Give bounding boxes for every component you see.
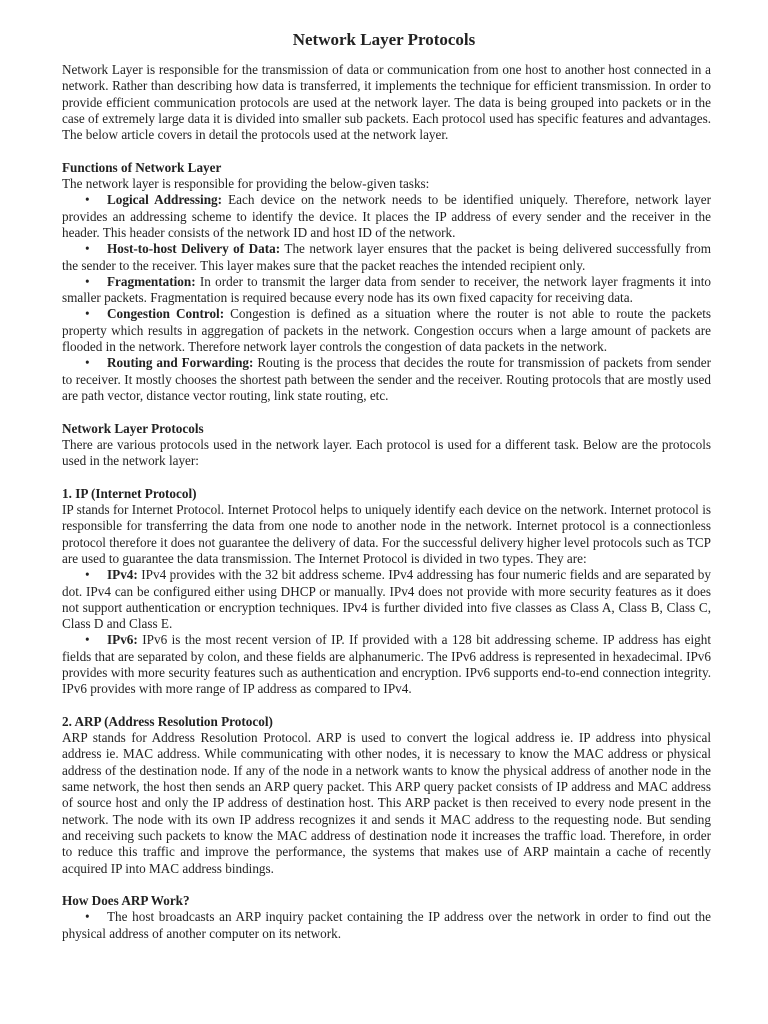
- arp-paragraph: ARP stands for Address Resolution Protocol. ARP is used to convert the logical address ie. IP address into physical address ie. MAC address. While communicating with other nodes, it is necessary to know the MAC address or physical address of the destination node. If any of the node in a network wants to know the physical address of another node in the same network, the host then sends an ARP query packet. This ARP query packet consists of IP address and MAC address of source host and only the IP address of destination host. This ARP packet is then received to every node present in the network. The node with its own IP address recognizes it and sends it MAC address to the requesting node. But sending and receiving such packets to know the MAC address of destination node it increases the traffic load. Therefore, in order to reduce this traffic and improve the performance, the systems that makes use of ARP maintain a cache of recently acquired IP into MAC address bindings.: [62, 730, 711, 876]
- list-item: • IPv4: IPv4 provides with the 32 bit address scheme. IPv4 addressing has four numeric fields and are separated by dot. IPv4 can be configured either using DHCP or manually. IPv4 does not provide with more security features as it does not support authentication or encryption techniques. IPv4 is further divided into five classes as Class A, Class B, Class C, Class D and Class E.: [62, 567, 711, 632]
- bullet-icon: •: [85, 273, 90, 289]
- functions-list: [62, 192, 711, 404]
- ip-types-list: [62, 567, 711, 697]
- document-body: [62, 62, 711, 942]
- list-item: • IPv6: IPv6 is the most recent version of IP. If provided with a 128 bit addressing scheme. IP address has eight fields that are separated by colon, and these fields are alphanumeric. The IPv6 address is represented in hexadecimal. IPv6 provides with more security features such as authentication and encryption. IPv6 supports end-to-end connection integrity. IPv6 provides with more range of IP address as compared to IPv4.: [62, 632, 711, 697]
- list-item: • Fragmentation: In order to transmit the larger data from sender to receiver, the network layer fragments it into smaller packets. Fragmentation is required because every node has its own fixed capacity for receiving data.: [62, 273, 711, 306]
- how-arp-list: [62, 909, 711, 942]
- bullet-icon: •: [85, 355, 90, 371]
- arp-heading: 2. ARP (Address Resolution Protocol): [62, 713, 273, 729]
- bullet-icon: •: [85, 306, 90, 322]
- list-item: • Congestion Control: Congestion is defined as a situation where the router is not able to route the packets property which results in aggregation of packets in the network. Congestion occurs when a large amount of packets are flooded in the network. Therefore network layer controls the congestion of data packets in the network.: [62, 306, 711, 355]
- functions-heading: Functions of Network Layer: [62, 159, 222, 175]
- page-title: Network Layer Protocols: [292, 30, 476, 49]
- protocols-heading: Network Layer Protocols: [62, 420, 204, 436]
- bullet-icon: •: [85, 241, 90, 257]
- intro-paragraph: Network Layer is responsible for the transmission of data or communication from one host to another host connected in a network. Rather than describing how data is transferred, it implements the technique for efficient transmission. In order to provide efficient communication protocols are used at the network layer. The data is being grouped into packets or in the case of extremely large data it is divided into smaller sub packets. Each protocol used has specific features and advantages. The below article covers in detail the protocols used at the network layer.: [62, 62, 712, 143]
- bullet-icon: •: [85, 192, 90, 208]
- ip-paragraph: IP stands for Internet Protocol. Internet Protocol helps to uniquely identify each device on the network. Internet protocol is responsible for transferring the data from one node to another node in the network. Internet protocol is a connectionless protocol therefore it does not guarantee the delivery of data. For the successful delivery higher level protocols such as TCP are used to guarantee the data transmission. The Internet Protocol is divided in two types. They are:: [62, 502, 711, 566]
- list-item: • Routing and Forwarding: Routing is the process that decides the route for transmission of packets from sender to receiver. It mostly chooses the shortest path between the sender and the receiver. Routing protocols that are mostly used are path vector, distance vector routing, link state routing, etc.: [62, 355, 711, 403]
- protocols-paragraph: There are various protocols used in the network layer. Each protocol is used for a different task. Below are the protocols used in the network layer:: [62, 436, 711, 469]
- how-arp-heading: How Does ARP Work?: [62, 893, 190, 909]
- ip-heading: 1. IP (Internet Protocol): [62, 485, 197, 501]
- bullet-icon: •: [85, 632, 90, 648]
- list-item: • Logical Addressing: Each device on the network needs to be identified uniquely. Therefore, network layer provides an addressing scheme to identify the device. It places the IP address of every sender and the receiver in the header. This header consists of the network ID and host ID of the network.: [62, 192, 711, 240]
- bullet-icon: •: [85, 567, 90, 583]
- list-item: • The host broadcasts an ARP inquiry packet containing the IP address over the network in order to find out the physical address of another computer on its network.: [62, 909, 711, 941]
- bullet-icon: •: [85, 909, 90, 925]
- functions-lead: The network layer is responsible for providing the below-given tasks:: [62, 176, 430, 192]
- list-item: • Host-to-host Delivery of Data: The network layer ensures that the packet is being delivered successfully from the sender to the receiver. This layer makes sure that the packet reaches the intended recipient only.: [62, 241, 711, 273]
